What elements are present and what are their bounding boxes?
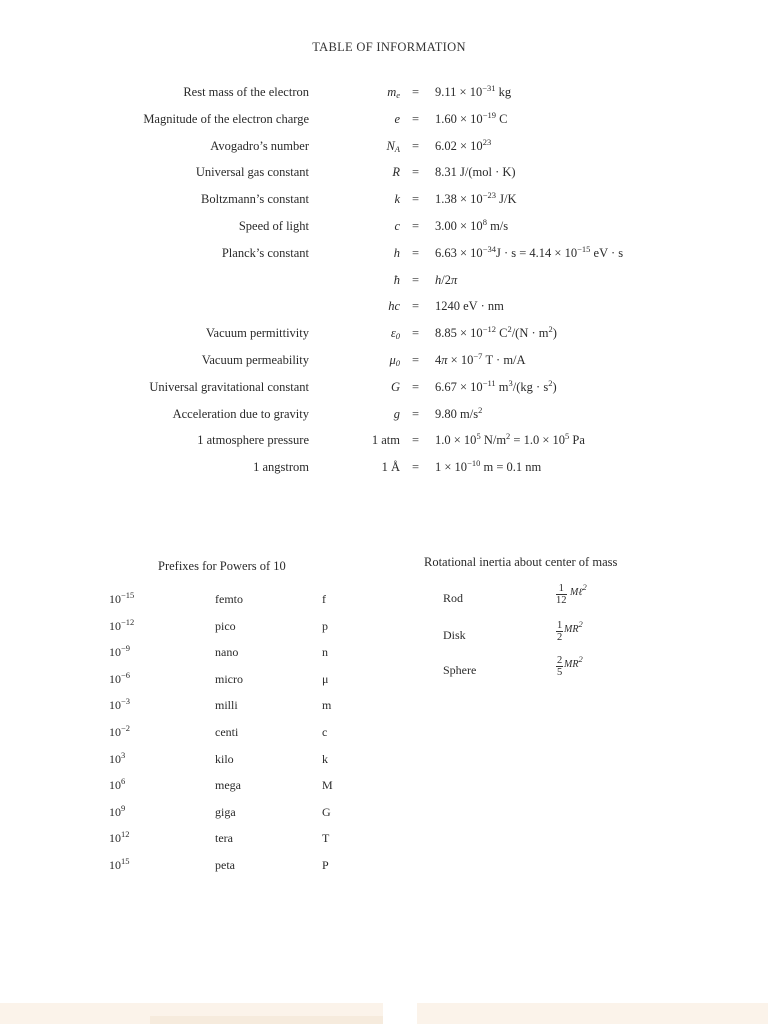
- inertia-object: Rod: [443, 591, 464, 605]
- prefix-power: $10^{-12}$: [109, 616, 135, 633]
- constant-row: [0, 377, 768, 400]
- constant-row: [0, 404, 768, 427]
- constant-symbol: g: [393, 406, 400, 421]
- equals-sign: =: [412, 85, 420, 99]
- equals-sign: =: [412, 326, 420, 341]
- constant-value: $1.0 \times 10^5$ $N/m^2 = 1.0 \times 10^5$ Pa: [435, 431, 585, 448]
- constant-value: 1240 eV · nm: [435, 299, 504, 314]
- inertia-expression: $MR^2$: [564, 619, 583, 635]
- inertia-fraction: $\frac{2}{5}$: [557, 655, 563, 678]
- constant-label: Universal gas constant: [195, 165, 309, 180]
- prefix-name: pico: [215, 618, 236, 633]
- prefix-name: kilo: [215, 751, 234, 766]
- constant-label: Universal gravitational constant: [149, 379, 309, 394]
- prefix-symbol: G: [322, 804, 331, 819]
- footer-band: [417, 1003, 768, 1024]
- constant-label: Acceleration due to gravity: [172, 406, 309, 421]
- constant-row: [0, 460, 768, 480]
- constant-value: $3.00 \times 10^8$ m/s: [435, 217, 509, 233]
- prefix-name: giga: [215, 804, 236, 819]
- constant-row: [0, 353, 768, 373]
- inertia-row: [420, 655, 720, 685]
- constant-symbol: 1 atm: [371, 433, 400, 448]
- prefix-symbol: f: [322, 592, 326, 606]
- prefix-symbol: μ: [322, 671, 329, 686]
- constant-row: [0, 85, 768, 105]
- prefix-row: [0, 669, 400, 692]
- constant-symbol: hc: [388, 299, 400, 314]
- inertia-object: Sphere: [443, 663, 477, 677]
- constant-symbol: $\varepsilon_0$: [390, 326, 400, 342]
- prefix-power: $10^3$: [109, 749, 126, 766]
- equals-sign: =: [412, 272, 420, 287]
- equals-sign: =: [412, 433, 420, 448]
- footer-band: [150, 1016, 383, 1024]
- constant-row: [0, 273, 768, 293]
- constant-row: [0, 299, 768, 319]
- equals-sign: =: [412, 460, 420, 475]
- prefix-row: [0, 645, 400, 665]
- constant-value: $1.38 \times 10^{-23}$ J/K: [435, 190, 517, 207]
- prefix-row: [0, 858, 400, 878]
- prefix-power: $10^{12}$: [109, 829, 130, 846]
- prefix-power: $10^{-15}$: [109, 590, 135, 606]
- prefix-name: nano: [215, 645, 239, 660]
- constant-symbol: $\mu_0$: [389, 353, 400, 368]
- constant-row: [0, 165, 768, 185]
- prefix-name: micro: [215, 671, 243, 686]
- prefix-symbol: M: [322, 778, 333, 793]
- prefix-symbol: n: [322, 645, 328, 660]
- constant-value: $6.67 \times 10^{-11}$ $m^3/(kg \cdot s^2)$: [435, 377, 557, 394]
- prefix-row: [0, 698, 400, 718]
- constant-label: Rest mass of the electron: [183, 85, 309, 99]
- prefix-name: femto: [215, 592, 243, 606]
- prefix-row: [0, 616, 400, 639]
- constant-value: 8.31 J/(mol · K): [435, 165, 516, 180]
- constant-label: Avogadro’s number: [210, 138, 309, 153]
- equals-sign: =: [412, 111, 420, 126]
- constant-row: [0, 136, 768, 159]
- constant-symbol: e: [394, 111, 400, 126]
- equals-sign: =: [412, 299, 420, 314]
- inertia-row: [420, 620, 720, 650]
- inertia-row: [420, 583, 720, 613]
- inertia-fraction: $\frac{1}{2}$: [557, 620, 563, 643]
- page-title: TABLE OF INFORMATION: [312, 40, 466, 54]
- prefix-symbol: T: [322, 831, 330, 846]
- prefix-symbol: k: [322, 751, 328, 766]
- constant-symbol: $N_A$: [386, 138, 400, 154]
- constant-value: $1.60 \times 10^{-19}$ C: [435, 109, 508, 126]
- prefix-symbol: m: [322, 698, 332, 713]
- prefix-name: centi: [215, 725, 239, 739]
- inertia-expression: Mℓ$^2$: [570, 582, 587, 598]
- constant-value: $6.63 \times 10^{-34}J \cdot s = 4.14 \times 10^{-15}$ eV · s: [435, 243, 624, 260]
- constant-value: $6.02 \times 10^{23}$: [435, 136, 492, 153]
- constant-symbol: 1 Å: [381, 460, 400, 475]
- constant-value: 9.80 $m/s^2$: [435, 404, 483, 421]
- inertia-title: Rotational inertia about center of mass: [424, 555, 618, 569]
- constant-label: Planck’s constant: [221, 245, 309, 260]
- prefix-row: [0, 749, 400, 772]
- prefix-name: milli: [215, 698, 238, 713]
- constant-row: [0, 326, 768, 346]
- constant-value: $8.85 \times 10^{-12}$ $C^2/(N \cdot m^2)$: [435, 324, 557, 341]
- constant-row: [0, 243, 768, 266]
- prefix-symbol: P: [322, 858, 329, 872]
- prefix-power: $10^{-3}$: [109, 696, 131, 713]
- constant-label: Magnitude of the electron charge: [143, 111, 309, 126]
- equals-sign: =: [412, 138, 420, 153]
- constant-row: [0, 219, 768, 239]
- constant-row: [0, 109, 768, 132]
- constant-symbol: k: [394, 192, 400, 207]
- constant-value: $4\pi \times 10^{-7}$ T · m/A: [435, 351, 526, 367]
- constant-symbol: G: [390, 379, 400, 394]
- inertia-object: Disk: [443, 628, 466, 642]
- equals-sign: =: [412, 379, 420, 394]
- prefix-name: tera: [215, 831, 233, 846]
- prefix-row: [0, 802, 400, 825]
- constant-symbol: $m_e$: [387, 85, 400, 100]
- prefix-name: mega: [215, 778, 241, 793]
- equals-sign: =: [412, 192, 420, 207]
- constant-symbol: ħ: [393, 272, 400, 287]
- constant-label: Speed of light: [238, 219, 309, 233]
- equals-sign: =: [412, 219, 420, 233]
- equals-sign: =: [412, 245, 420, 260]
- prefix-row: [0, 778, 400, 798]
- constant-label: Vacuum permittivity: [205, 326, 309, 341]
- constant-value: h/2π: [435, 272, 458, 287]
- equals-sign: =: [412, 353, 420, 367]
- constant-value: $9.11 \times 10^{-31}$ kg: [435, 83, 512, 99]
- prefix-row: [0, 592, 400, 612]
- prefixes-title: Prefixes for Powers of 10: [158, 559, 286, 573]
- prefix-name: peta: [215, 858, 235, 872]
- prefix-power: $10^{-6}$: [109, 669, 131, 686]
- equals-sign: =: [412, 406, 420, 421]
- constant-label: Boltzmann’s constant: [201, 192, 309, 207]
- prefix-power: $10^6$: [109, 776, 126, 793]
- prefix-power: $10^{-9}$: [109, 643, 131, 660]
- inertia-fraction: $\frac{1}{12}$: [556, 583, 567, 606]
- equals-sign: =: [412, 165, 420, 180]
- constant-symbol: c: [394, 219, 400, 233]
- constant-symbol: R: [392, 165, 400, 180]
- constant-label: 1 angstrom: [253, 460, 309, 475]
- prefix-power: $10^9$: [109, 802, 126, 819]
- constant-value: $1 \times 10^{-10}$ m = 0.1 nm: [435, 458, 542, 475]
- prefix-symbol: c: [322, 725, 328, 739]
- constant-label: 1 atmosphere pressure: [197, 433, 309, 448]
- prefix-row: [0, 725, 400, 745]
- constant-label: Vacuum permeability: [201, 353, 309, 367]
- prefix-row: [0, 831, 400, 851]
- prefix-symbol: p: [322, 618, 328, 633]
- prefix-power: $10^{-2}$: [109, 723, 131, 739]
- constant-symbol: h: [393, 245, 400, 260]
- constant-row: [0, 433, 768, 453]
- prefix-power: $10^{15}$: [109, 856, 130, 872]
- constant-row: [0, 192, 768, 212]
- inertia-expression: $MR^2$: [564, 654, 583, 670]
